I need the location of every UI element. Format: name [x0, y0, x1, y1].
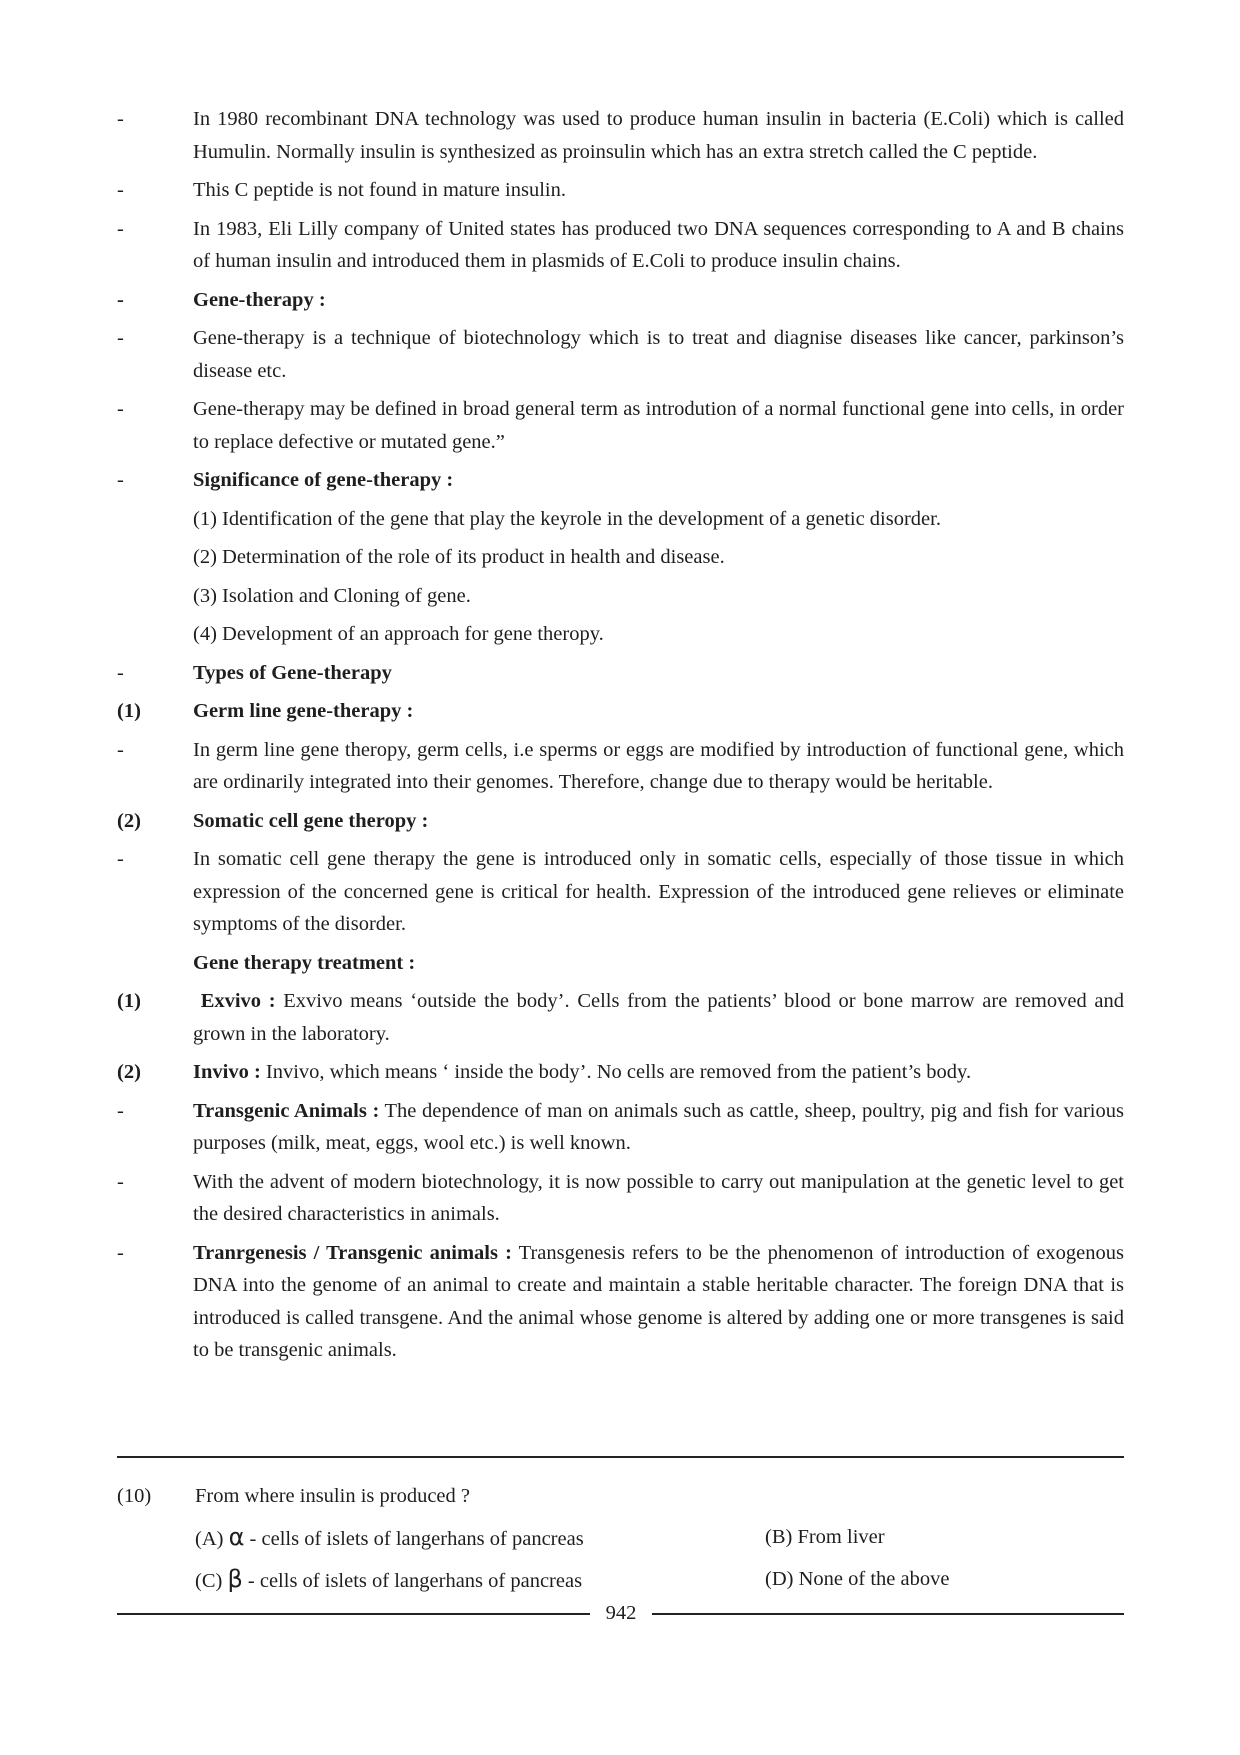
significance-item	[117, 580, 1124, 613]
term-text: Invivo, which means ‘ inside the body’. No cells are removed from the patient’s body.	[260, 1061, 972, 1083]
section-heading: Gene-therapy :	[193, 288, 326, 311]
list-item-text: (4) Development of an approach for gene theropy.	[193, 623, 604, 645]
paragraph-text: With the advent of modern biotechnology, it is now possible to carry out manipulation at the genetic level to get the desired characteristics in animals.	[193, 1170, 1124, 1225]
question-block	[117, 1480, 1124, 1598]
term-label: Transgenic Animals :	[193, 1099, 380, 1122]
page-number: 942	[605, 1602, 637, 1624]
beta-symbol: β	[227, 1565, 243, 1593]
list-number: (1)	[117, 700, 141, 722]
paragraph-text: In 1980 recombinant DNA technology was used to produce human insulin in bacteria (E.Coli) which is called Humulin. Normally insulin is synthesized as proinsulin which has an extra stretch called the C peptide.	[193, 108, 1124, 163]
term-text: Exvivo means ‘outside the body’. Cells from the patients’ blood or bone marrow are removed and grown in the laboratory.	[193, 990, 1124, 1045]
term-label: Exvivo :	[200, 990, 276, 1012]
list-item-text: (1) Identification of the gene that play the keyrole in the development of a genetic disorder.	[193, 507, 941, 530]
bullet-marker: -	[117, 288, 124, 311]
option-c-label: (C)	[195, 1570, 223, 1592]
section-heading: Significance of gene-therapy :	[193, 469, 454, 491]
paragraph-germ-line	[117, 734, 1124, 799]
bullet-marker: -	[117, 738, 124, 761]
heading-treatment	[117, 947, 1124, 980]
bullet-marker: -	[117, 179, 124, 201]
paragraph-text: Gene-therapy is a technique of biotechnology which is to treat and diagnise diseases like cancer, parkinson’s disease etc.	[193, 327, 1124, 382]
option-c-text: - cells of islets of langerhans of pancreas	[242, 1570, 583, 1592]
paragraph-gene-therapy-technique	[117, 322, 1124, 387]
paragraph-text	[193, 985, 1124, 1050]
paragraph-text	[193, 1095, 1124, 1160]
heading-gene-therapy	[117, 284, 1124, 317]
bullet-marker: -	[117, 1241, 124, 1264]
question-row	[117, 1480, 1124, 1513]
page-footer	[117, 1599, 1124, 1627]
footer-rule-right	[652, 1613, 1124, 1615]
paragraph-text	[193, 1237, 1124, 1367]
paragraph-humulin	[117, 103, 1124, 168]
significance-item	[117, 503, 1124, 536]
option-a-text: - cells of islets of langerhans of pancreas	[244, 1527, 584, 1550]
paragraph-gene-therapy-definition	[117, 393, 1124, 458]
term-label: Invivo :	[193, 1061, 261, 1083]
paragraph-transgenesis	[117, 1237, 1124, 1367]
paragraph-text: In somatic cell gene therapy the gene is introduced only in somatic cells, especially of those tissue in which expression of the concerned gene is critical for health. Expression of the introduced gene relieves or eliminate symptoms of the disorder.	[193, 848, 1124, 935]
option-c	[195, 1563, 765, 1598]
section-heading: Germ line gene-therapy :	[193, 700, 414, 722]
paragraph-eli-lilly	[117, 213, 1124, 278]
heading-somatic	[117, 805, 1124, 838]
bullet-marker: -	[117, 327, 124, 349]
bullet-marker: -	[117, 1170, 124, 1193]
bullet-marker: -	[117, 108, 124, 130]
list-number: (2)	[117, 1061, 141, 1083]
list-item-text: (3) Isolation and Cloning of gene.	[193, 584, 471, 607]
question-text: From where insulin is produced ?	[195, 1485, 470, 1507]
paragraph-c-peptide	[117, 174, 1124, 207]
term-text: Transgenesis refers to be the phenomenon of introduction of exogenous DNA into the genome of an animal to create and maintain a stable heritable character. The foreign DNA that is introduced is called transgene. And the animal whose genome is altered by adding one or more transgenes is said to be transgenic animals.	[193, 1241, 1124, 1361]
list-item-text: (2) Determination of the role of its product in health and disease.	[193, 546, 725, 568]
bullet-marker: -	[117, 848, 124, 870]
bullet-marker: -	[117, 469, 124, 491]
heading-types	[117, 657, 1124, 690]
alpha-symbol: α	[228, 1522, 245, 1551]
question-number: (10)	[117, 1485, 152, 1507]
bullet-marker: -	[117, 661, 124, 684]
term-label: Tranrgenesis / Transgenic animals :	[193, 1241, 512, 1264]
heading-significance	[117, 464, 1124, 497]
option-a	[195, 1521, 765, 1556]
heading-germ-line	[117, 695, 1124, 728]
footer-rule-left	[117, 1613, 590, 1615]
bullet-marker: -	[117, 1099, 124, 1122]
section-divider	[117, 1456, 1124, 1458]
paragraph-transgenic-animals	[117, 1095, 1124, 1160]
option-a-label: (A)	[195, 1527, 224, 1550]
paragraph-modern-biotech	[117, 1166, 1124, 1231]
document-body	[117, 103, 1124, 1373]
section-heading: Types of Gene-therapy	[193, 661, 392, 684]
list-number: (1)	[117, 990, 141, 1012]
paragraph-text: In 1983, Eli Lilly company of United states has produced two DNA sequences corresponding to A and B chains of human insulin and introduced them in plasmids of E.Coli to produce insulin chains.	[193, 217, 1124, 272]
paragraph-text: Gene-therapy may be defined in broad general term as introdution of a normal functional gene into cells, in order to replace defective or mutated gene.”	[193, 398, 1124, 453]
significance-item	[117, 541, 1124, 574]
significance-item	[117, 618, 1124, 651]
options-row	[195, 1521, 1124, 1556]
bullet-marker: -	[117, 398, 124, 420]
paragraph-text: In germ line gene theropy, germ cells, i.e sperms or eggs are modified by introduction of functional gene, which are ordinarily integrated into their genomes. Therefore, change due to therapy would be heritable.	[193, 738, 1124, 793]
option-b: (B) From liver	[765, 1525, 885, 1548]
paragraph-text	[193, 1056, 1124, 1089]
section-heading: Somatic cell gene theropy :	[193, 809, 429, 832]
bullet-marker: -	[117, 217, 124, 240]
section-heading: Gene therapy treatment :	[193, 951, 416, 974]
paragraph-text: This C peptide is not found in mature insulin.	[193, 179, 566, 201]
options-row	[195, 1563, 1124, 1598]
paragraph-somatic	[117, 843, 1124, 941]
option-d: (D) None of the above	[765, 1568, 950, 1590]
treatment-exvivo	[117, 985, 1124, 1050]
term-text: The dependence of man on animals such as cattle, sheep, poultry, pig and fish for various purposes (milk, meat, eggs, wool etc.) is well known.	[193, 1099, 1124, 1154]
treatment-invivo	[117, 1056, 1124, 1089]
list-number: (2)	[117, 809, 141, 832]
